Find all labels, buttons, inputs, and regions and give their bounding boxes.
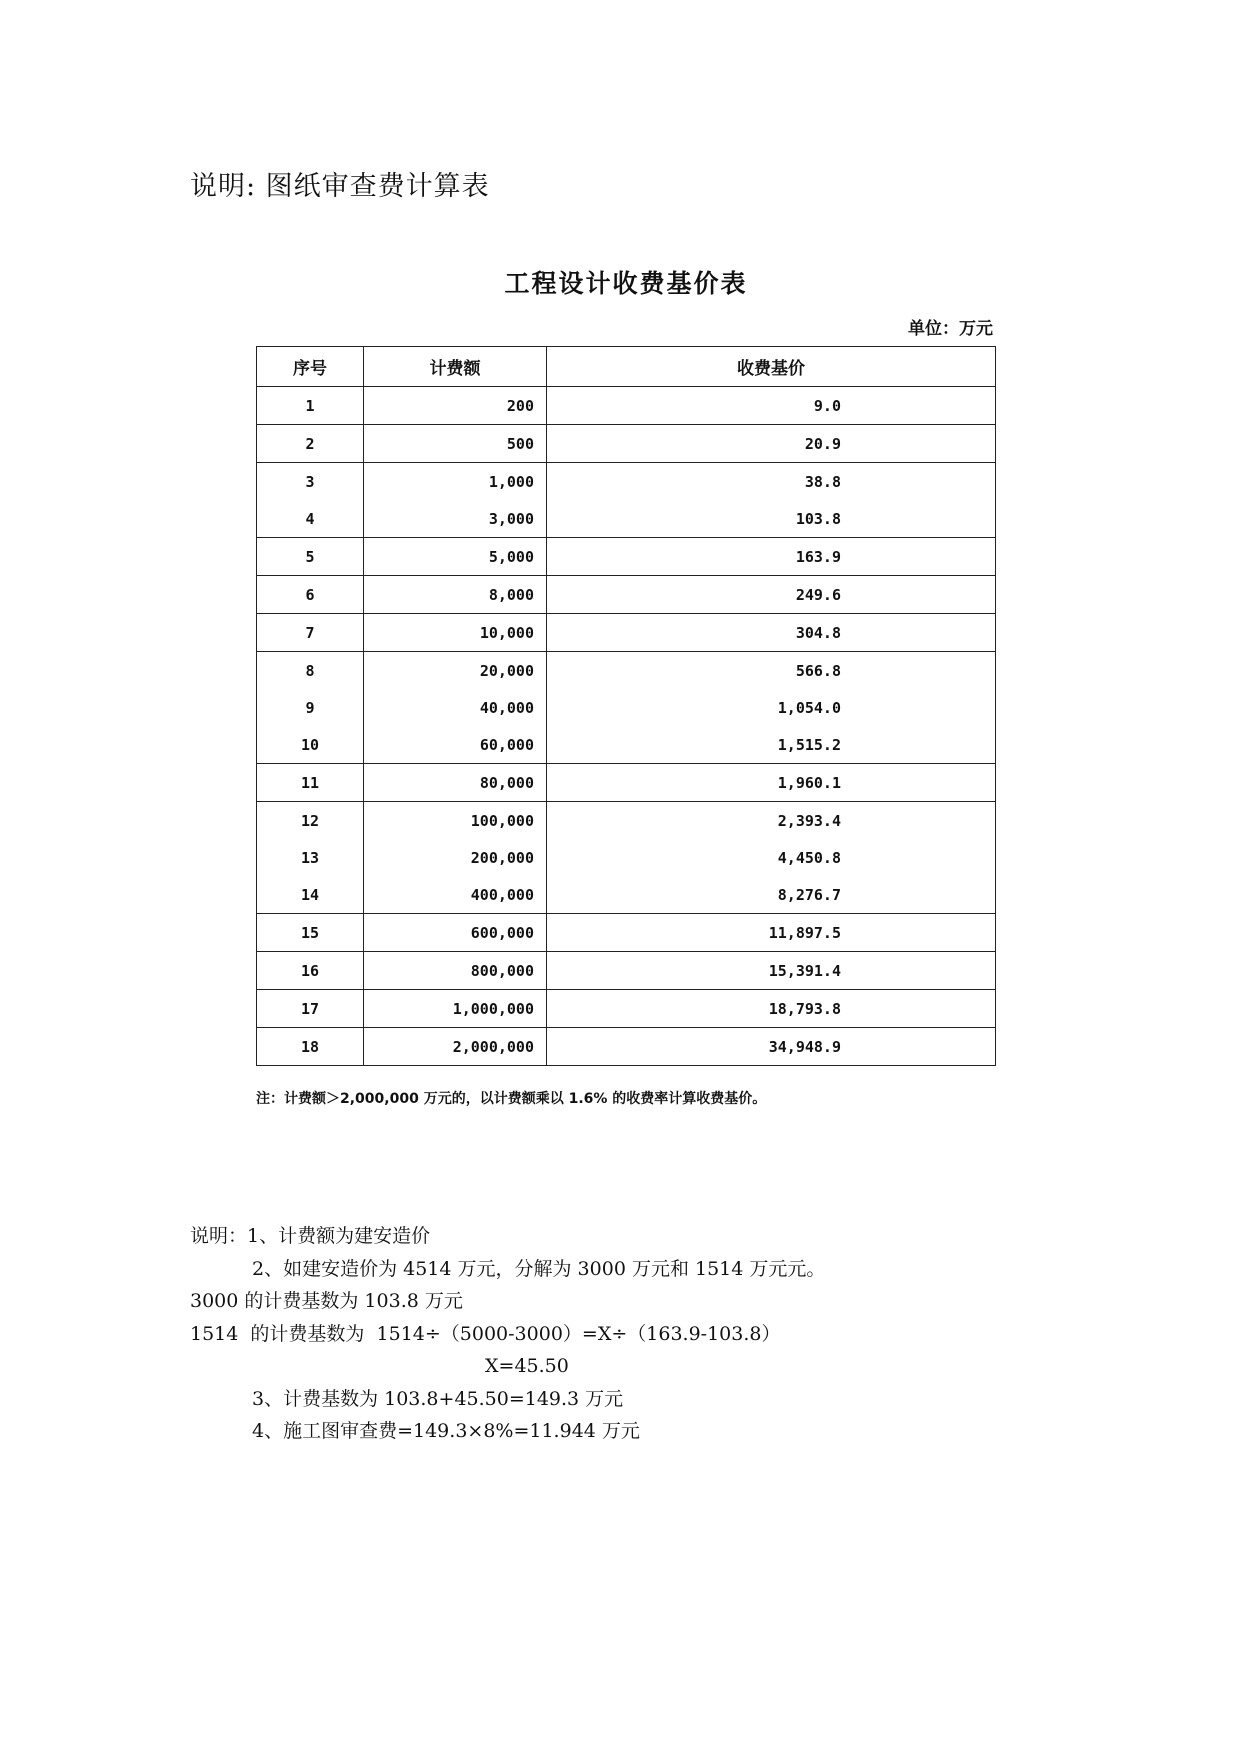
row-index-cell: 3 [257, 463, 364, 501]
row-amount-cell: 20,000 [364, 652, 547, 690]
row-index-cell: 14 [257, 876, 364, 914]
row-amount-cell: 1,000 [364, 463, 547, 501]
row-price-cell: 15,391.4 [547, 952, 996, 990]
row-amount-cell: 200 [364, 387, 547, 425]
row-index-cell: 9 [257, 689, 364, 726]
row-index-cell: 7 [257, 614, 364, 652]
row-index-cell: 12 [257, 802, 364, 840]
table-row [257, 914, 996, 952]
row-price-cell: 2,393.4 [547, 802, 996, 840]
row-index-cell: 5 [257, 538, 364, 576]
table-row [257, 802, 996, 840]
table-row [257, 764, 996, 802]
row-price-cell: 11,897.5 [547, 914, 996, 952]
header-amount: 计费额 [364, 347, 547, 387]
note-line-3: 3000 的计费基数为 103.8 万元 [190, 1290, 463, 1312]
table-row [257, 652, 996, 690]
row-price-cell: 18,793.8 [547, 990, 996, 1028]
row-price-cell: 304.8 [547, 614, 996, 652]
row-price-cell: 9.0 [547, 387, 996, 425]
row-index-cell: 1 [257, 387, 364, 425]
row-amount-cell: 800,000 [364, 952, 547, 990]
table-row [257, 500, 996, 538]
row-index-cell: 13 [257, 839, 364, 876]
table-row [257, 726, 996, 764]
row-index-cell: 11 [257, 764, 364, 802]
header-price: 收费基价 [547, 347, 996, 387]
row-amount-cell: 40,000 [364, 689, 547, 726]
row-amount-cell: 100,000 [364, 802, 547, 840]
row-index-cell: 6 [257, 576, 364, 614]
note-line-1: 说明：1、计费额为建安造价 [190, 1225, 431, 1247]
row-price-cell: 566.8 [547, 652, 996, 690]
row-amount-cell: 400,000 [364, 876, 547, 914]
unit-label: 单位：万元 [908, 319, 993, 339]
row-amount-cell: 8,000 [364, 576, 547, 614]
table-row [257, 876, 996, 914]
table-row [257, 425, 996, 463]
row-amount-cell: 3,000 [364, 500, 547, 538]
table-title: 工程设计收费基价表 [504, 269, 748, 298]
row-price-cell: 1,960.1 [547, 764, 996, 802]
row-index-cell: 16 [257, 952, 364, 990]
explanation-notes [190, 1220, 825, 1448]
table-note: 注：计费额＞2,000,000 万元的，以计费额乘以 1.6% 的收费率计算收费基价。 [256, 1091, 767, 1107]
page-heading: 说明: 图纸审查费计算表 [190, 171, 490, 202]
row-amount-cell: 60,000 [364, 726, 547, 764]
row-index-cell: 10 [257, 726, 364, 764]
row-amount-cell: 5,000 [364, 538, 547, 576]
row-index-cell: 18 [257, 1028, 364, 1066]
row-price-cell: 1,054.0 [547, 689, 996, 726]
note-line-6: 3、计费基数为 103.8+45.50=149.3 万元 [252, 1387, 624, 1410]
table-body [257, 387, 996, 1066]
row-amount-cell: 2,000,000 [364, 1028, 547, 1066]
table-row [257, 1028, 996, 1066]
row-index-cell: 4 [257, 500, 364, 538]
row-price-cell: 20.9 [547, 425, 996, 463]
row-price-cell: 38.8 [547, 463, 996, 501]
row-amount-cell: 80,000 [364, 764, 547, 802]
row-amount-cell: 1,000,000 [364, 990, 547, 1028]
row-index-cell: 2 [257, 425, 364, 463]
table-row [257, 538, 996, 576]
row-amount-cell: 10,000 [364, 614, 547, 652]
row-price-cell: 103.8 [547, 500, 996, 538]
row-price-cell: 8,276.7 [547, 876, 996, 914]
note-line-5: X=45.50 [485, 1355, 569, 1377]
table-row [257, 952, 996, 990]
row-price-cell: 4,450.8 [547, 839, 996, 876]
table-row [257, 387, 996, 425]
table-row [257, 990, 996, 1028]
row-index-cell: 15 [257, 914, 364, 952]
row-amount-cell: 200,000 [364, 839, 547, 876]
row-price-cell: 249.6 [547, 576, 996, 614]
note-line-7: 4、施工图审查费=149.3×8%=11.944 万元 [252, 1420, 640, 1442]
row-price-cell: 163.9 [547, 538, 996, 576]
row-amount-cell: 600,000 [364, 914, 547, 952]
header-index: 序号 [257, 347, 364, 387]
table-row [257, 839, 996, 876]
row-index-cell: 8 [257, 652, 364, 690]
table-row [257, 463, 996, 501]
fee-table [256, 346, 996, 1066]
row-price-cell: 1,515.2 [547, 726, 996, 764]
table-header-row [257, 347, 996, 387]
row-price-cell: 34,948.9 [547, 1028, 996, 1066]
row-amount-cell: 500 [364, 425, 547, 463]
note-line-2: 2、如建安造价为 4514 万元，分解为 3000 万元和 1514 万元元。 [252, 1257, 826, 1280]
note-line-4: 1514 的计费基数为 1514÷（5000-3000）=X÷（163.9-103.8） [190, 1322, 781, 1345]
table-row [257, 576, 996, 614]
table-row [257, 614, 996, 652]
table-row [257, 689, 996, 726]
row-index-cell: 17 [257, 990, 364, 1028]
